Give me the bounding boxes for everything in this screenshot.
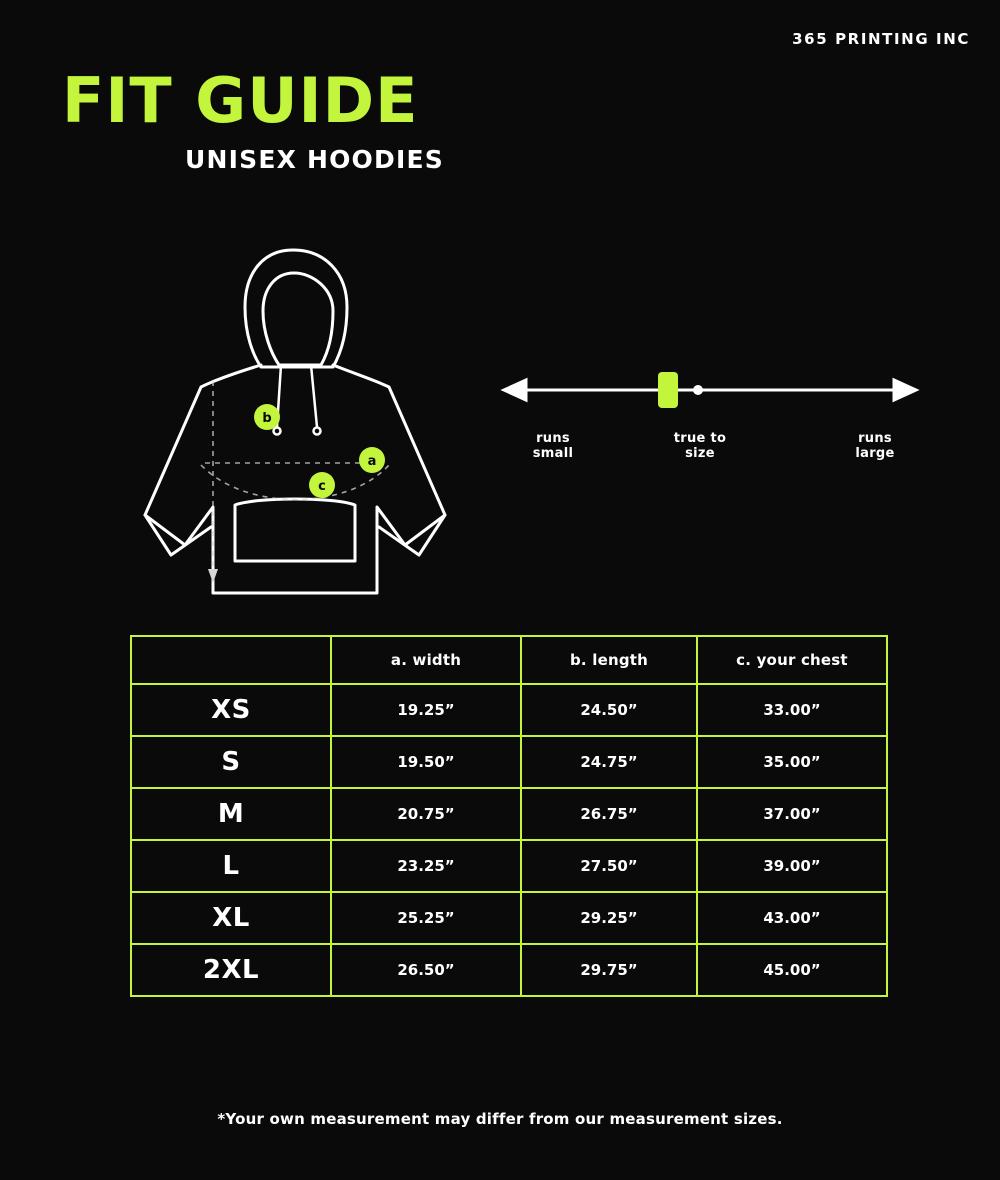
table-row (131, 684, 887, 736)
cell-size: S (131, 736, 331, 788)
cell-width: 19.25” (331, 684, 521, 736)
marker-b (254, 404, 280, 430)
cell-length: 27.50” (521, 840, 697, 892)
cell-length: 26.75” (521, 788, 697, 840)
marker-c (309, 472, 335, 498)
cell-width: 23.25” (331, 840, 521, 892)
table-row (131, 944, 887, 996)
cell-chest: 33.00” (697, 684, 887, 736)
svg-text:c: c (318, 479, 326, 494)
column-header-chest: c. your chest (697, 636, 887, 684)
marker-a (359, 447, 385, 473)
cell-chest: 39.00” (697, 840, 887, 892)
cell-length: 24.75” (521, 736, 697, 788)
scale-label-runs-small: runs small (532, 431, 574, 461)
table-header-row (131, 636, 887, 684)
column-header-length: b. length (521, 636, 697, 684)
cell-width: 26.50” (331, 944, 521, 996)
scale-label-true-to-size: true to size (673, 431, 727, 461)
svg-text:b: b (262, 411, 272, 426)
table-row (131, 788, 887, 840)
cell-length: 29.75” (521, 944, 697, 996)
footnote: *Your own measurement may differ from our measurement sizes. (217, 1110, 783, 1128)
cell-width: 20.75” (331, 788, 521, 840)
fit-scale-marker (658, 372, 678, 408)
cell-length: 29.25” (521, 892, 697, 944)
hoodie-illustration (85, 215, 505, 595)
cell-size: M (131, 788, 331, 840)
page-subtitle: UNISEX HOODIES (185, 145, 444, 174)
table-row (131, 892, 887, 944)
cell-chest: 37.00” (697, 788, 887, 840)
cell-length: 24.50” (521, 684, 697, 736)
cell-size: XS (131, 684, 331, 736)
cell-chest: 35.00” (697, 736, 887, 788)
table-row (131, 736, 887, 788)
table-row (131, 840, 887, 892)
size-table-wrapper (130, 635, 886, 997)
cell-size: L (131, 840, 331, 892)
cell-chest: 45.00” (697, 944, 887, 996)
cell-size: XL (131, 892, 331, 944)
cell-size: 2XL (131, 944, 331, 996)
fit-scale (500, 360, 920, 480)
cell-width: 25.25” (331, 892, 521, 944)
scale-label-runs-large: runs large (855, 431, 895, 461)
column-header-size (131, 636, 331, 684)
page-title: FIT GUIDE (62, 64, 419, 137)
cell-width: 19.50” (331, 736, 521, 788)
size-table (130, 635, 888, 997)
svg-text:a: a (367, 454, 377, 469)
cell-chest: 43.00” (697, 892, 887, 944)
column-header-width: a. width (331, 636, 521, 684)
brand-name: 365 PRINTING INC (792, 30, 970, 48)
